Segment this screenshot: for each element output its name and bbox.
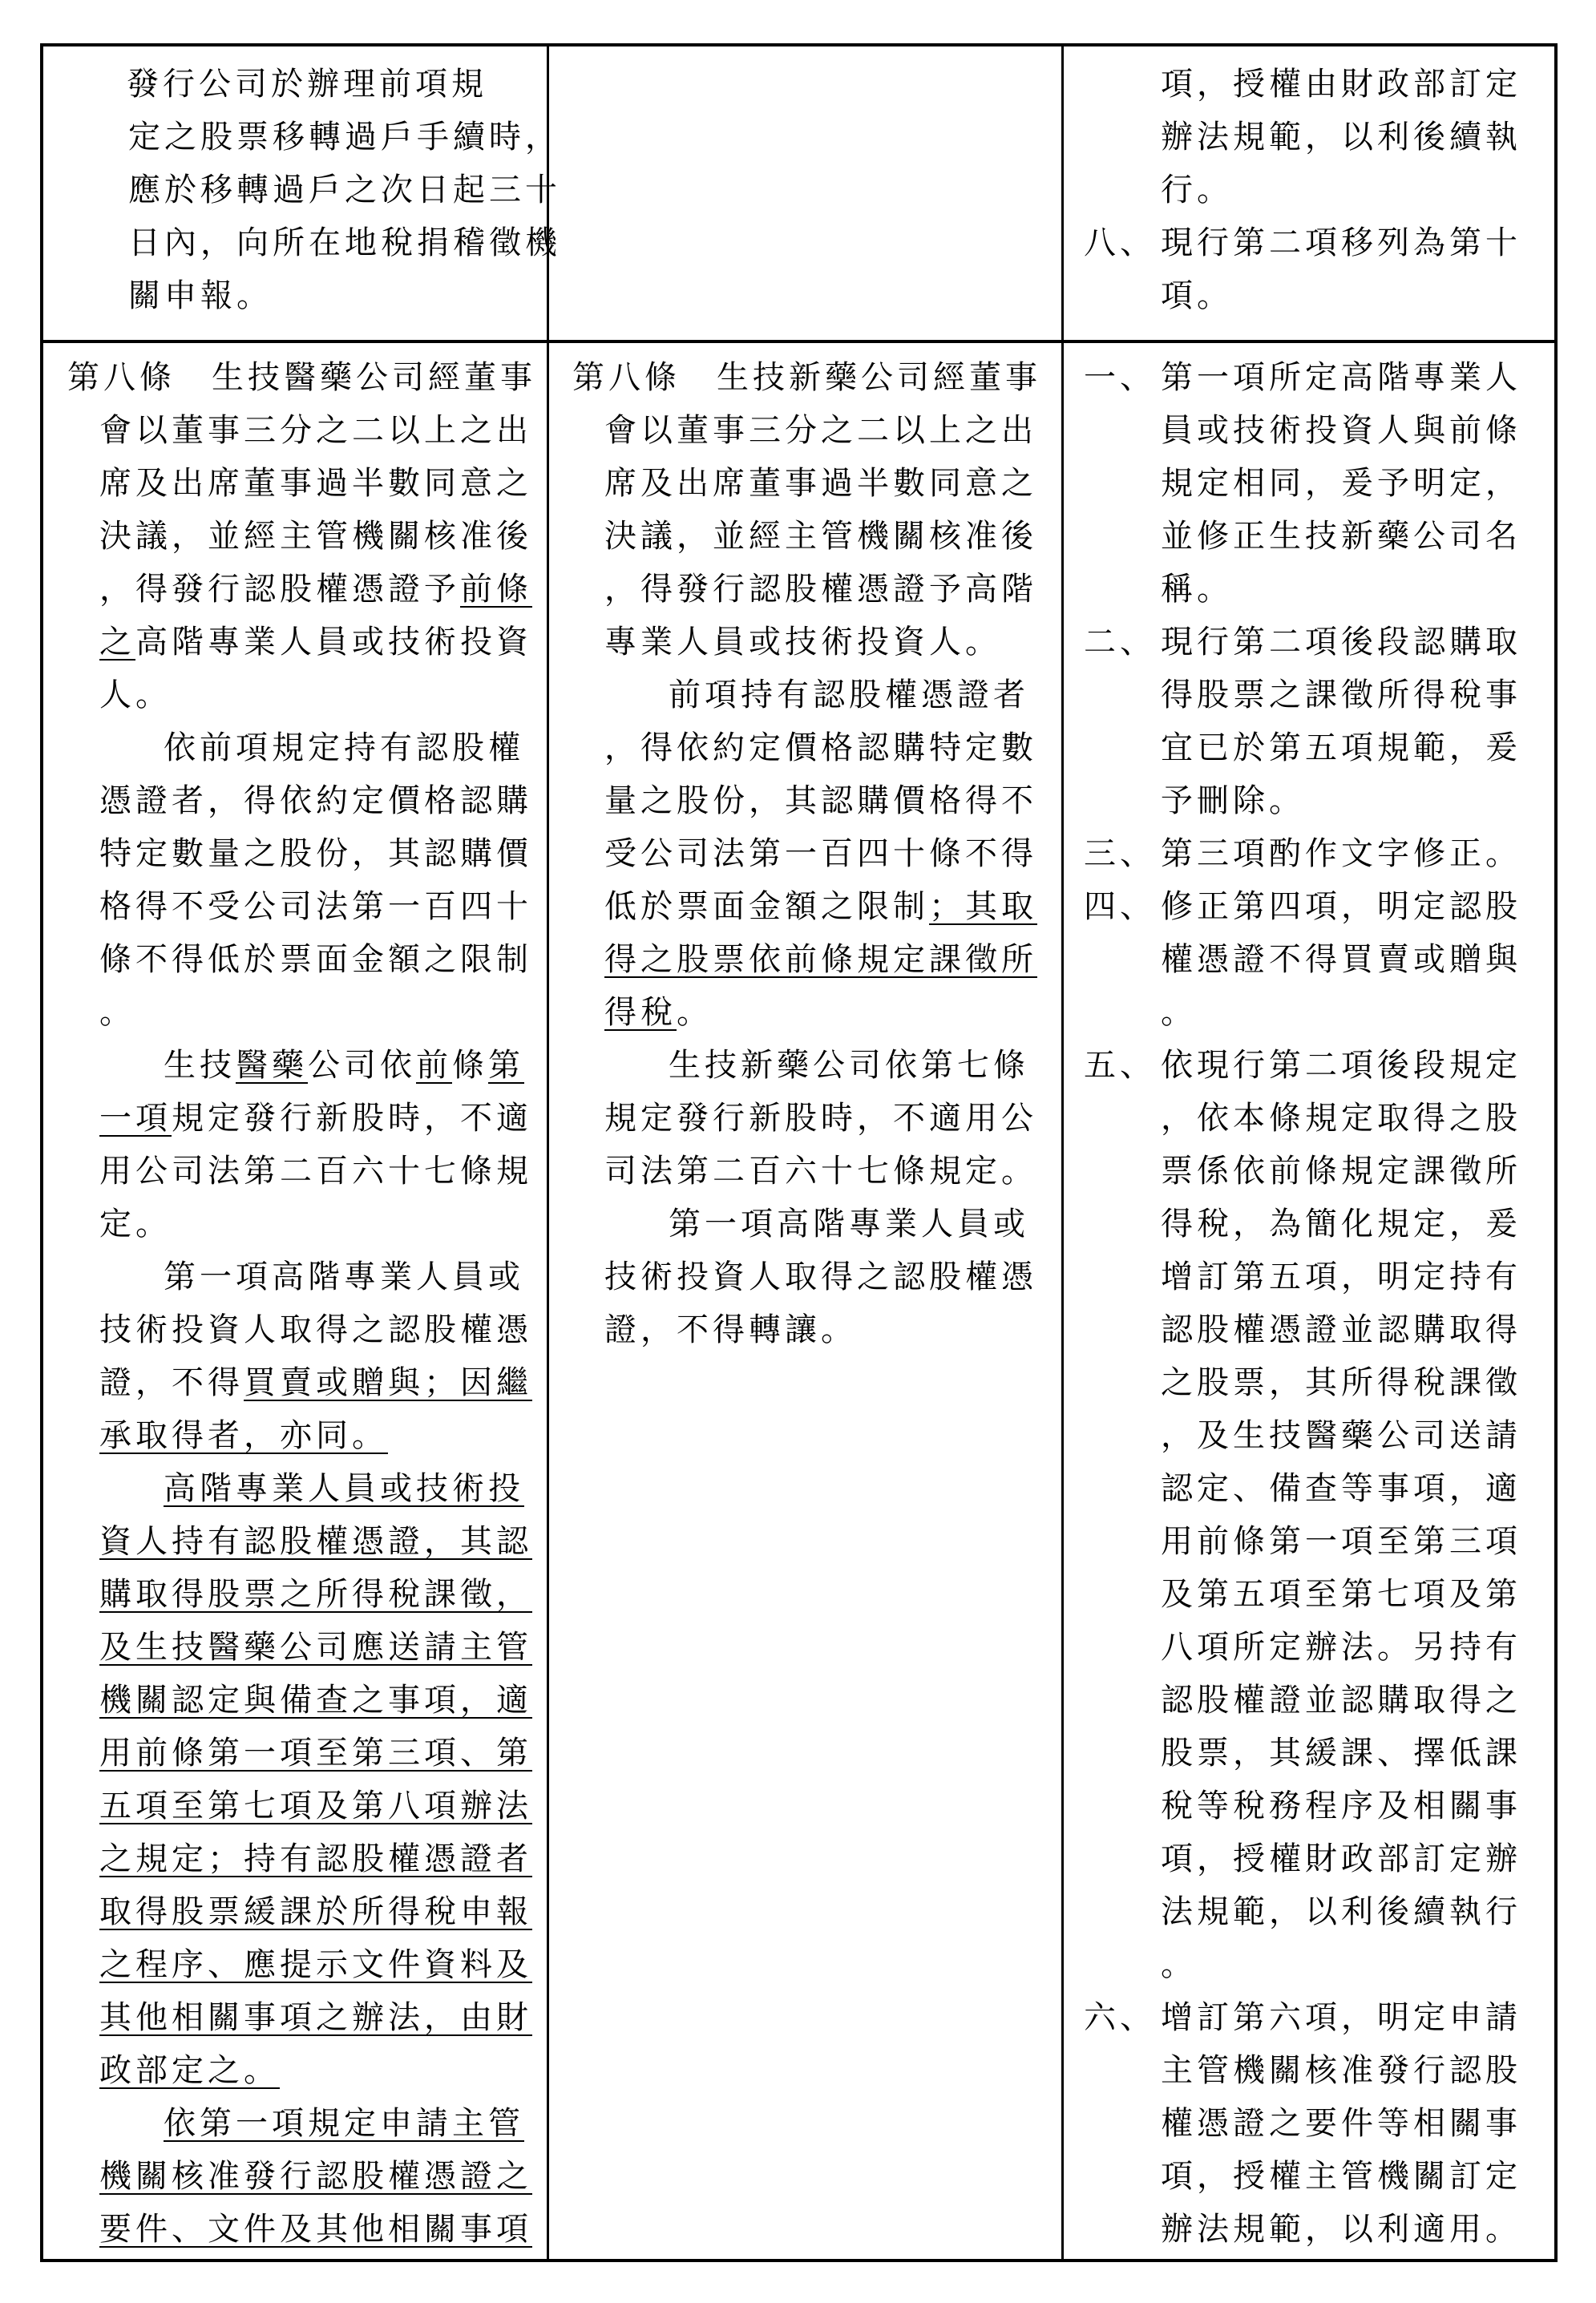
- text-line: 項，授權由財政部訂定: [1161, 66, 1521, 103]
- text-line: 技術投資人取得之認股權憑: [99, 1311, 532, 1348]
- text-line: 稅等稅務程序及相關事: [1161, 1788, 1521, 1824]
- text-line: 。: [99, 994, 135, 1031]
- text-line: 決議，並經主管機關核准後: [604, 518, 1037, 555]
- text-line: 定。: [99, 1206, 172, 1242]
- text-line: 法規範，以利後續執行: [1161, 1893, 1521, 1930]
- article-heading: 第八條 生技新藥公司經董事: [572, 359, 1041, 396]
- text-line: [67, 1568, 544, 1621]
- text-line: 低於票面金額之限制；其取: [604, 888, 1037, 925]
- text-line: 股票，其緩課、擇低課: [1161, 1735, 1521, 1772]
- text-line: 權憑證之要件等相關事: [1161, 2105, 1521, 2142]
- text-line: ，及生技醫藥公司送請: [1161, 1417, 1521, 1454]
- text-line: 辦法規範，以利適用。: [1161, 2211, 1521, 2248]
- explanation-item: [1084, 827, 1557, 880]
- explanation-item: [1084, 58, 1557, 216]
- text-line: [67, 1832, 544, 1885]
- item-number: 六、: [1084, 1999, 1156, 2036]
- explanation-item: [1084, 1039, 1557, 1991]
- text-line: 第一項高階專業人員或: [669, 1206, 1029, 1242]
- row2-current-article: [572, 351, 1057, 1356]
- row2-explanation: [1084, 351, 1557, 2256]
- text-line: [67, 2150, 544, 2203]
- text-line: 規定相同，爰予明定，: [1161, 465, 1521, 502]
- text-line: 及第五項至第七項及第: [1161, 1576, 1521, 1613]
- item-number: 三、: [1084, 835, 1156, 872]
- item-number: 八、: [1084, 224, 1156, 261]
- text-line: 一項規定發行新股時，不適: [99, 1100, 532, 1137]
- article-heading: 第八條 生技醫藥公司經董事: [67, 359, 536, 396]
- explanation-item: [1084, 880, 1557, 1039]
- underlined-text: 用前條第一項至第三項、第: [99, 1735, 532, 1772]
- text-line: 生技新藥公司依第七條: [669, 1047, 1029, 1084]
- text-line: 主管機關核准發行認股: [1161, 2052, 1521, 2089]
- item-number: 五、: [1084, 1047, 1156, 1084]
- item-number: 一、: [1084, 359, 1156, 396]
- text-line: 規定發行新股時，不適用公: [604, 1100, 1037, 1137]
- text-line: [67, 1885, 544, 1938]
- text-line: 用公司法第二百六十七條規: [99, 1153, 532, 1190]
- text-line: 技術投資人取得之認股權憑: [604, 1259, 1037, 1295]
- text-line: 現行第二項後段認購取: [1161, 624, 1521, 661]
- text-line: 認股權證並認購取得之: [1161, 1682, 1521, 1719]
- text-line: 予刪除。: [1161, 782, 1305, 819]
- text-line: 得稅。: [604, 994, 713, 1031]
- text-line: 生技醫藥公司依前條第: [164, 1047, 524, 1084]
- text-line: ，依本條規定取得之股: [1161, 1100, 1521, 1137]
- column-divider: [547, 46, 549, 2259]
- text-line: [67, 2044, 544, 2097]
- text-line: 格得不受公司法第一百四十: [99, 888, 532, 925]
- text-line: 權憑證不得買賣或贈與: [1161, 941, 1521, 978]
- text-line: 項，授權主管機關訂定: [1161, 2158, 1521, 2195]
- underlined-text: 依第一項規定申請主管: [164, 2105, 524, 2142]
- underlined-text: 五項至第七項及第八項辦法: [99, 1788, 532, 1824]
- text-line: 定之股票移轉過戶手續時，: [128, 119, 561, 156]
- text-line: ，得依約定價格認購特定數: [604, 729, 1037, 766]
- text-line: 承取得者，亦同。: [99, 1417, 388, 1454]
- explanation-item: [1084, 1991, 1557, 2256]
- comparison-table: [40, 43, 1558, 2262]
- item-number: 二、: [1084, 624, 1156, 661]
- underlined-text: 取得股票緩課於所得稅申報: [99, 1893, 532, 1930]
- text-line: 八項所定辦法。另持有: [1161, 1629, 1521, 1666]
- text-line: 條不得低於票面金額之限制: [99, 941, 532, 978]
- text-line: 依前項規定持有認股權: [164, 729, 524, 766]
- underlined-text: 機關核准發行認股權憑證之: [99, 2158, 532, 2195]
- text-line: 受公司法第一百四十條不得: [604, 835, 1037, 872]
- underlined-text: 得之股票依前條規定課徵所: [604, 941, 1037, 978]
- text-line: [572, 933, 1057, 986]
- text-line: 日內，向所在地稅捐稽徵機: [128, 224, 561, 261]
- text-line: [67, 2203, 544, 2256]
- text-line: 席及出席董事過半數同意之: [604, 465, 1037, 502]
- text-line: 稱。: [1161, 571, 1233, 608]
- text-line: 之高階專業人員或技術投資: [99, 624, 532, 661]
- row-divider: [43, 340, 1554, 343]
- item-number: 四、: [1084, 888, 1156, 925]
- underlined-text: 高階專業人員或技術投: [164, 1470, 524, 1507]
- text-line: 認定、備查等事項，適: [1161, 1470, 1521, 1507]
- text-line: 修正第四項，明定認股: [1161, 888, 1521, 925]
- text-line: 專業人員或技術投資人。: [604, 624, 1001, 661]
- underlined-text: 機關認定與備查之事項，適: [99, 1682, 532, 1719]
- text-line: 並修正生技新藥公司名: [1161, 518, 1521, 555]
- text-line: 行。: [1161, 172, 1233, 208]
- text-line: 前項持有認股權憑證者: [669, 677, 1029, 713]
- text-line: 會以董事三分之二以上之出: [99, 412, 532, 449]
- text-line: [67, 1780, 544, 1832]
- text-line: 。: [1161, 1946, 1197, 1983]
- text-line: 決議，並經主管機關核准後: [99, 518, 532, 555]
- text-line: [67, 1727, 544, 1780]
- explanation-item: [1084, 216, 1557, 322]
- underlined-text: 其他相關事項之辦法，由財: [99, 1999, 532, 2036]
- text-line: 特定數量之股份，其認購價: [99, 835, 532, 872]
- text-line: 。: [1161, 994, 1197, 1031]
- text-line: 憑證者，得依約定價格認購: [99, 782, 532, 819]
- text-line: 現行第二項移列為第十: [1161, 224, 1521, 261]
- text-line: 席及出席董事過半數同意之: [99, 465, 532, 502]
- underlined-text: 要件、文件及其他相關事項: [99, 2211, 532, 2248]
- text-line: 用前條第一項至第三項: [1161, 1523, 1521, 1560]
- text-line: 宜已於第五項規範，爰: [1161, 729, 1521, 766]
- text-line: 司法第二百六十七條規定。: [604, 1153, 1037, 1190]
- text-line: ，得發行認股權憑證予高階: [604, 571, 1037, 608]
- text-line: 人。: [99, 677, 172, 713]
- text-line: 得稅，為簡化規定，爰: [1161, 1206, 1521, 1242]
- text-line: 關申報。: [128, 277, 273, 314]
- text-line: 會以董事三分之二以上之出: [604, 412, 1037, 449]
- text-line: [67, 2097, 544, 2150]
- text-line: 第三項酌作文字修正。: [1161, 835, 1521, 872]
- text-line: [67, 1991, 544, 2044]
- text-line: 應於移轉過戶之次日起三十: [128, 172, 561, 208]
- text-line: 第一項所定高階專業人: [1161, 359, 1521, 396]
- underlined-text: 之程序、應提示文件資料及: [99, 1946, 532, 1983]
- text-line: 第一項高階專業人員或: [164, 1259, 524, 1295]
- text-line: 辦法規範，以利後續執: [1161, 119, 1521, 156]
- text-line: 發行公司於辦理前項規: [127, 66, 487, 103]
- text-line: [67, 1515, 544, 1568]
- text-line: 認股權憑證並認購取得: [1161, 1311, 1521, 1348]
- item-number: [1084, 58, 1161, 216]
- underlined-text: 之規定；持有認股權憑證者: [99, 1840, 532, 1877]
- text-line: [67, 1938, 544, 1991]
- text-line: ，得發行認股權憑證予前條: [99, 571, 532, 608]
- text-line: [67, 1462, 544, 1515]
- underlined-text: 資人持有認股權憑證，其認: [99, 1523, 532, 1560]
- column-divider: [1061, 46, 1064, 2259]
- row1-amended-text: [75, 58, 561, 322]
- explanation-item: [1084, 351, 1557, 616]
- text-line: 項，授權財政部訂定辦: [1161, 1840, 1521, 1877]
- underlined-text: 及生技醫藥公司應送請主管: [99, 1629, 532, 1666]
- text-line: 員或技術投資人與前條: [1161, 412, 1521, 449]
- text-line: 得股票之課徵所得稅事: [1161, 677, 1521, 713]
- text-line: 增訂第六項，明定申請: [1161, 1999, 1521, 2036]
- text-line: [67, 1621, 544, 1674]
- text-line: 量之股份，其認購價格得不: [604, 782, 1037, 819]
- underlined-text: 購取得股票之所得稅課徵，: [99, 1576, 532, 1613]
- text-line: 依現行第二項後段規定: [1161, 1047, 1521, 1084]
- text-line: 票係依前條規定課徵所: [1161, 1153, 1521, 1190]
- row1-explanation: [1084, 58, 1557, 322]
- text-line: [67, 1674, 544, 1727]
- text-line: 證，不得轉讓。: [604, 1311, 857, 1348]
- text-line: 項。: [1161, 277, 1233, 314]
- explanation-item: [1084, 616, 1557, 827]
- row2-amended-article: [67, 351, 544, 2256]
- text-line: 之股票，其所得稅課徵: [1161, 1364, 1521, 1401]
- text-line: 增訂第五項，明定持有: [1161, 1259, 1521, 1295]
- underlined-text: 政部定之。: [99, 2052, 280, 2089]
- text-line: 證，不得買賣或贈與；因繼: [99, 1364, 532, 1401]
